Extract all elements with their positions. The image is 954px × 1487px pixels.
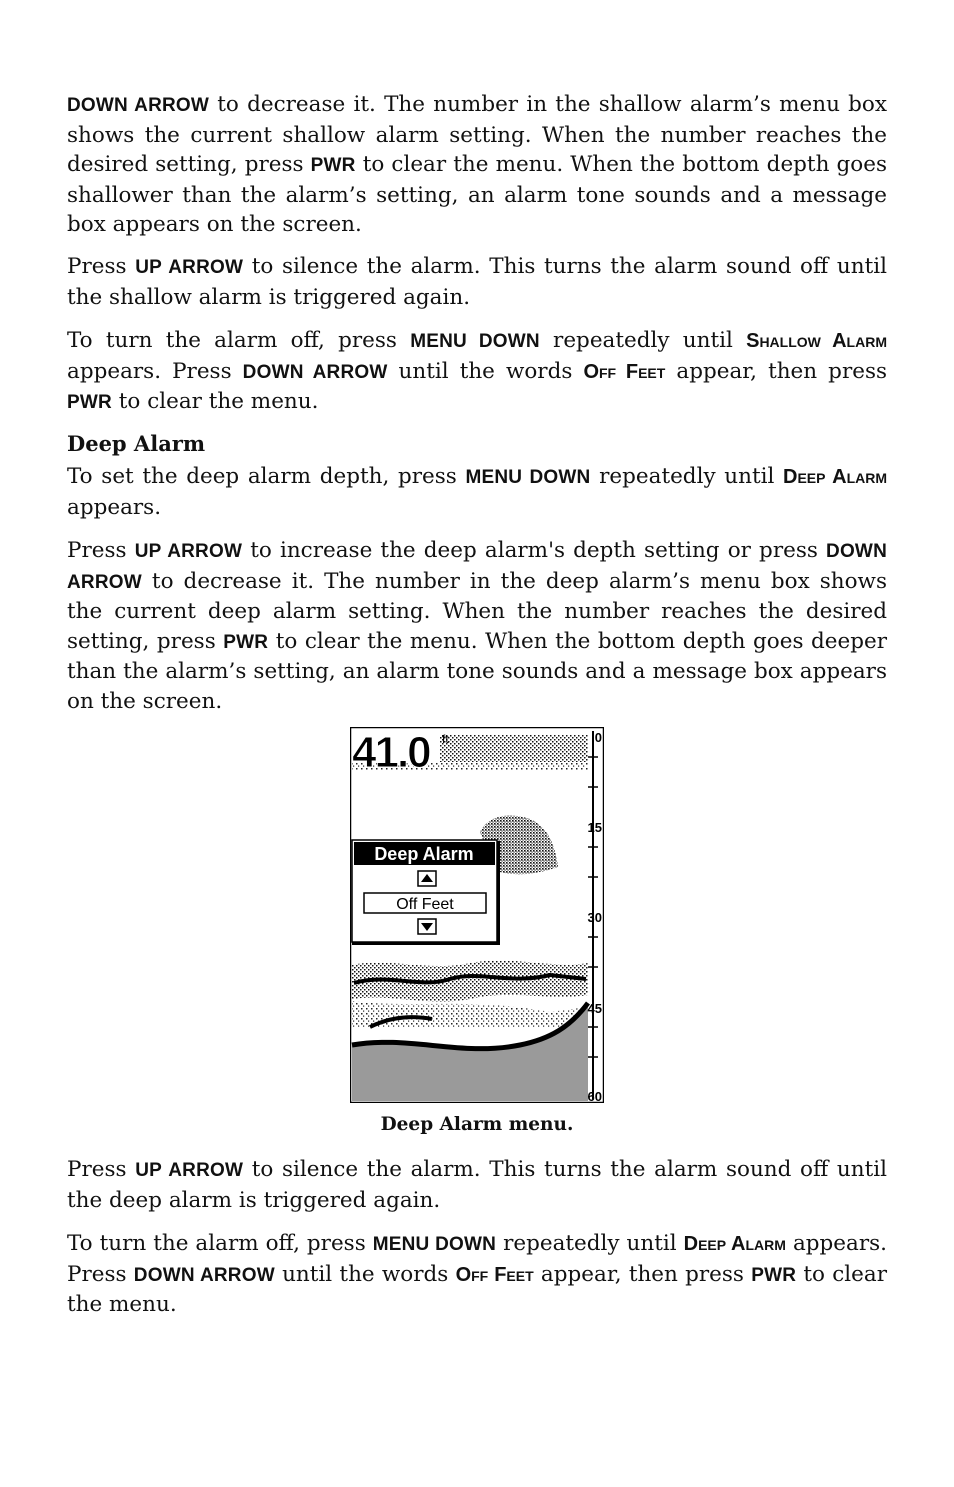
paragraph-text: to decrease it. The number in the deep alarm’s menu box shows the current deep alarm setting. When the number reaches the desired setting, press [67, 568, 887, 654]
scale-label-45: 45 [587, 1001, 602, 1016]
paragraph-text: appear, then press [665, 358, 888, 384]
section-heading: Deep Alarm [67, 431, 206, 456]
sonar-screen [350, 727, 604, 1103]
menu-option-name: Off Feet [583, 360, 666, 383]
scale-label-0: 0 [594, 730, 602, 745]
scale-label-60: 60 [587, 1089, 602, 1103]
depth-unit: ft [442, 732, 449, 746]
paragraph-text: appears. [67, 494, 162, 520]
paragraph-text: appears. Press [67, 358, 243, 384]
paragraph-text: to clear the menu. [111, 389, 319, 414]
paragraph-text: To turn the alarm off, press [67, 1231, 373, 1256]
paragraph-text: to decrease it. The number in the shallow alarm’s menu box shows the current shallow alarm setting. When the number reaches the desired setting, press [67, 92, 887, 177]
paragraph-shallow-alarm-off [67, 326, 887, 418]
deep-alarm-menu [352, 840, 500, 945]
key-label: MENU DOWN [410, 331, 540, 352]
paragraph-deep-alarm-set [67, 462, 887, 522]
up-triangle-icon[interactable] [418, 871, 436, 886]
menu-item-name: Deep Alarm [683, 1233, 786, 1255]
key-label: UP ARROW [135, 1160, 244, 1181]
paragraph-deep-alarm-off [67, 1229, 887, 1320]
paragraph-deep-alarm-silence [67, 1155, 887, 1215]
paragraph-text: appears. Press [67, 1231, 887, 1287]
key-label: DOWN ARROW [67, 541, 887, 593]
paragraph-text: Press [67, 254, 136, 279]
paragraph-text: until the words [387, 358, 584, 384]
paragraph-deep-alarm-adjust [67, 536, 887, 716]
paragraph-text: to clear the menu. When the bottom depth goes shallower than the alarm’s setting, an alarm tone sounds and a message box appears on the screen. [67, 152, 887, 237]
paragraph-text: To set the deep alarm depth, press [67, 464, 466, 489]
paragraph-text: appear, then press [533, 1261, 752, 1287]
key-label: UP ARROW [134, 541, 243, 562]
scale-label-15: 15 [587, 820, 602, 835]
paragraph-text: to increase the deep alarm's depth setting or press [242, 538, 827, 563]
paragraph-text: to clear the menu. [67, 1261, 887, 1317]
paragraph-text: Press [67, 1157, 136, 1182]
key-label: PWR [310, 155, 356, 176]
paragraph-text: to silence the alarm. This turns the alarm sound off until the shallow alarm is triggered again. [67, 254, 887, 310]
paragraph-text: repeatedly until [590, 464, 784, 489]
menu-value: Off Feet [396, 896, 454, 913]
digital-depth-readout: 41.0 [352, 728, 430, 777]
down-triangle-icon[interactable] [418, 919, 436, 934]
figure-caption: Deep Alarm menu. [380, 1114, 574, 1135]
scale-label-30: 30 [587, 910, 602, 925]
paragraph-text: To turn the alarm off, press [67, 328, 411, 353]
key-label: MENU DOWN [372, 1234, 497, 1255]
menu-item-name: Deep Alarm [783, 466, 887, 488]
paragraph-text: repeatedly until [496, 1231, 684, 1256]
paragraph-text: to silence the alarm. This turns the alarm sound off until the deep alarm is triggered again. [67, 1157, 887, 1213]
key-label: PWR [67, 392, 112, 413]
paragraph-text: Press [67, 538, 135, 563]
sonar-screen-figure [350, 727, 604, 1103]
menu-title: Deep Alarm [374, 844, 474, 864]
key-label: DOWN ARROW [133, 1264, 275, 1286]
menu-item-name: Shallow Alarm [746, 330, 887, 352]
key-label: PWR [751, 1264, 797, 1286]
key-label: DOWN ARROW [242, 361, 388, 383]
menu-option-name: Off Feet [455, 1263, 534, 1286]
paragraph-shallow-alarm-silence [67, 252, 887, 312]
paragraph-text: repeatedly until [539, 328, 747, 353]
key-label: DOWN ARROW [67, 95, 210, 116]
paragraph-text: until the words [274, 1261, 456, 1287]
key-label: MENU DOWN [465, 467, 591, 488]
key-label: PWR [223, 631, 269, 653]
paragraph-shallow-alarm-adjust [67, 90, 887, 240]
key-label: UP ARROW [135, 257, 244, 278]
paragraph-text: to clear the menu. When the bottom depth goes deeper than the alarm’s setting, an alarm tone sounds and a message box appears on the screen. [67, 628, 888, 714]
